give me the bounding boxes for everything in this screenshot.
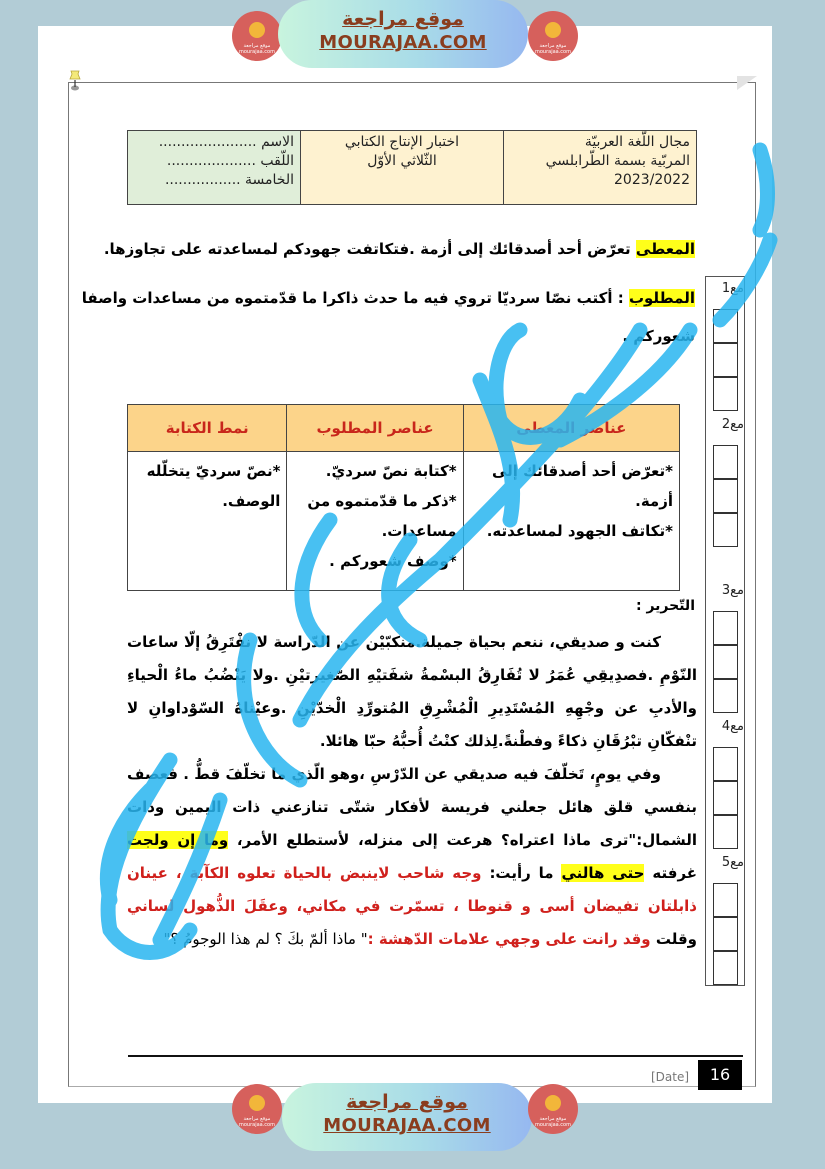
text-span: غرفته — [644, 864, 698, 882]
mourajaa-logo-badge-left-bottom[interactable] — [232, 1084, 282, 1134]
badge-caption-en: mourajaa.com — [238, 1122, 275, 1128]
exam-title: اختبار الإنتاج الكتابي — [344, 134, 460, 150]
page-fold-corner — [737, 76, 757, 90]
badge-caption-en: mourajaa.com — [238, 49, 275, 55]
text-span: ما رأيت: — [489, 864, 562, 882]
name-label: الاسم — [261, 134, 294, 150]
header-given-elements: عناصر المعطى — [463, 405, 679, 452]
writing-title: التّحرير : — [635, 598, 695, 614]
badge-caption-ar: موقع مراجعة — [539, 1116, 567, 1122]
criterion-label: مع2 — [721, 417, 744, 432]
name-field[interactable]: ...................... — [158, 134, 257, 150]
page-number: 16 — [698, 1060, 742, 1090]
description-text-red: وجه شاحب لاينبض بالحياة تعلوه الكآبة ، عينان ذابلتان تفيضان أسى و قنوطا ، تسمّرت في مكاني، وعقَلَ الذُّهول لساني — [127, 864, 697, 915]
cell-line: الوصف. — [222, 492, 281, 510]
cell-line: *تعرّض أحد أصدقائك إلى — [491, 462, 673, 480]
class-label: الخامسة — [245, 172, 294, 188]
description-text-red: وقد رانت على وجهي علامات الدّهشة : — [367, 930, 651, 948]
score-box[interactable] — [713, 679, 738, 713]
site-banner-bottom[interactable] — [282, 1083, 532, 1151]
text-span: وفي يومٍ، تَخلّفَ فيه صديقي عن الدّرْسِ ،وهو الّذي ما تخلّفَ قطُّ . فعصف بنفسي قلق هائل جعلني فريسة لأفكار شتّى تنازعني ذات اليمين وذات الشمال:"ترى ماذا اعتراه؟ هرعت إلى منزله، لأستطلع الأمر، — [127, 765, 697, 849]
cell-line: *تكاتف الجهود لمساعدته. — [486, 522, 673, 540]
score-box[interactable] — [713, 445, 738, 479]
banner-arabic-title[interactable]: موقع مراجعة — [346, 1091, 468, 1113]
exam-header-table — [127, 130, 697, 205]
dialogue-text: " ماذا ألمّ بكَ ؟ لم هذا الوجومُ ؟" — [163, 930, 368, 948]
score-box[interactable] — [713, 747, 738, 781]
score-box[interactable] — [713, 883, 738, 917]
given-statement — [104, 240, 695, 258]
badge-caption-ar: موقع مراجعة — [243, 1116, 271, 1122]
student-info-cell — [128, 131, 301, 205]
text-span: وقلت — [650, 930, 697, 948]
score-box[interactable] — [713, 343, 738, 377]
score-box[interactable] — [713, 815, 738, 849]
score-box[interactable] — [713, 917, 738, 951]
pushpin-icon — [69, 69, 81, 91]
score-box[interactable] — [713, 377, 738, 411]
score-box[interactable] — [713, 781, 738, 815]
exam-term: الثّلاثي الأوّل — [367, 153, 437, 169]
score-box[interactable] — [713, 513, 738, 547]
badge-caption-ar: موقع مراجعة — [539, 43, 567, 49]
required-label: المطلوب — [628, 289, 695, 307]
teacher-name: المربّية بسمة الطّرابلسي — [545, 153, 690, 169]
mourajaa-logo-badge-left[interactable] — [232, 11, 282, 61]
given-label: المعطى — [635, 240, 695, 258]
cell-line: مساعدات. — [381, 522, 457, 540]
subject-domain: مجال اللّغة العربيّة — [584, 134, 690, 150]
footer-rule — [128, 1055, 743, 1057]
writing-paragraph-2 — [127, 758, 697, 956]
grading-criteria-column — [705, 276, 745, 986]
criterion-label: مع4 — [721, 719, 744, 734]
elements-table — [127, 404, 680, 591]
cell-line: *وصف شعوركم . — [329, 552, 457, 570]
criterion-label: مع3 — [721, 583, 744, 598]
header-writing-type: نمط الكتابة — [128, 405, 287, 452]
banner-site-link[interactable]: MOURAJAA.COM — [319, 32, 487, 53]
required-text: : أكتب نصّا سرديّا تروي فيه ما حدث ذاكرا ما قدّمتموه من مساعدات واصفا — [81, 289, 629, 307]
logo-icon — [249, 1095, 265, 1111]
logo-icon — [545, 1095, 561, 1111]
class-field[interactable]: ................. — [164, 172, 241, 188]
cell-line: *ذكر ما قدّمتموه من — [307, 492, 457, 510]
footer-date: [Date] — [651, 1070, 690, 1084]
highlighted-connector: حتى هالني — [561, 864, 645, 882]
banner-site-link[interactable]: MOURAJAA.COM — [323, 1115, 491, 1136]
given-elements-cell — [463, 452, 679, 591]
mourajaa-logo-badge-right[interactable] — [528, 11, 578, 61]
score-box[interactable] — [713, 309, 738, 343]
badge-caption-en: mourajaa.com — [534, 49, 571, 55]
highlighted-connector: وما إن ولجت — [127, 831, 229, 849]
cell-line: *كتابة نصّ سرديّ. — [325, 462, 457, 480]
required-elements-cell — [287, 452, 463, 591]
mourajaa-logo-badge-right-bottom[interactable] — [528, 1084, 578, 1134]
header-required-elements: عناصر المطلوب — [287, 405, 463, 452]
required-statement — [82, 289, 695, 307]
logo-icon — [545, 22, 561, 38]
writing-paragraph-1: كنت و صديقي، ننعم بحياة جميلة.منكبّيْن عن الدّراسة لا نفْتَرِقُ إلّا ساعات النّوْمِ .فصدِيقِي عُمَرُ لا تُفَارِقُ البسْمةُ شفَتيْهِ الصّغيرتيْنِ .ولا يَنْضُبُ ماءُ الْحياءِ والأدبِ عن وجْهِهِ المُسْتَدِيرِ الْمُشْرِقِ المُتورِّدِ الْخدّيْنِ .وعيْناهُ السّوْداوانِ لا تنْفكّانِ تبْرُقَانِ ذكاءً وفطْنةً.لِذلك كنْتُ أُحبُّهُ حبّا هائلا. — [127, 633, 697, 750]
subject-info-cell — [504, 131, 697, 205]
logo-icon — [249, 22, 265, 38]
cell-line: *نصّ سرديّ يتخلّله — [146, 462, 281, 480]
score-box[interactable] — [713, 951, 738, 985]
criterion-label: مع5 — [721, 855, 744, 870]
cell-line: أزمة. — [635, 492, 673, 510]
given-text: تعرّض أحد أصدقائك إلى أزمة .فتكاتفت جهودكم لمساعدته على تجاوزها. — [103, 240, 636, 258]
score-box[interactable] — [713, 645, 738, 679]
badge-caption-en: mourajaa.com — [534, 1122, 571, 1128]
score-box[interactable] — [713, 479, 738, 513]
surname-field[interactable]: .................... — [166, 153, 256, 169]
school-year: 2023/2022 — [614, 172, 690, 188]
exam-title-cell — [301, 131, 504, 205]
site-banner-top[interactable] — [278, 0, 528, 68]
badge-caption-ar: موقع مراجعة — [243, 43, 271, 49]
surname-label: اللّقب — [260, 153, 294, 169]
criterion-label: مع1 — [721, 281, 744, 296]
writing-type-cell — [128, 452, 287, 591]
required-text-continued: شعوركم . — [622, 327, 695, 345]
score-box[interactable] — [713, 611, 738, 645]
banner-arabic-title[interactable]: موقع مراجعة — [342, 8, 464, 30]
